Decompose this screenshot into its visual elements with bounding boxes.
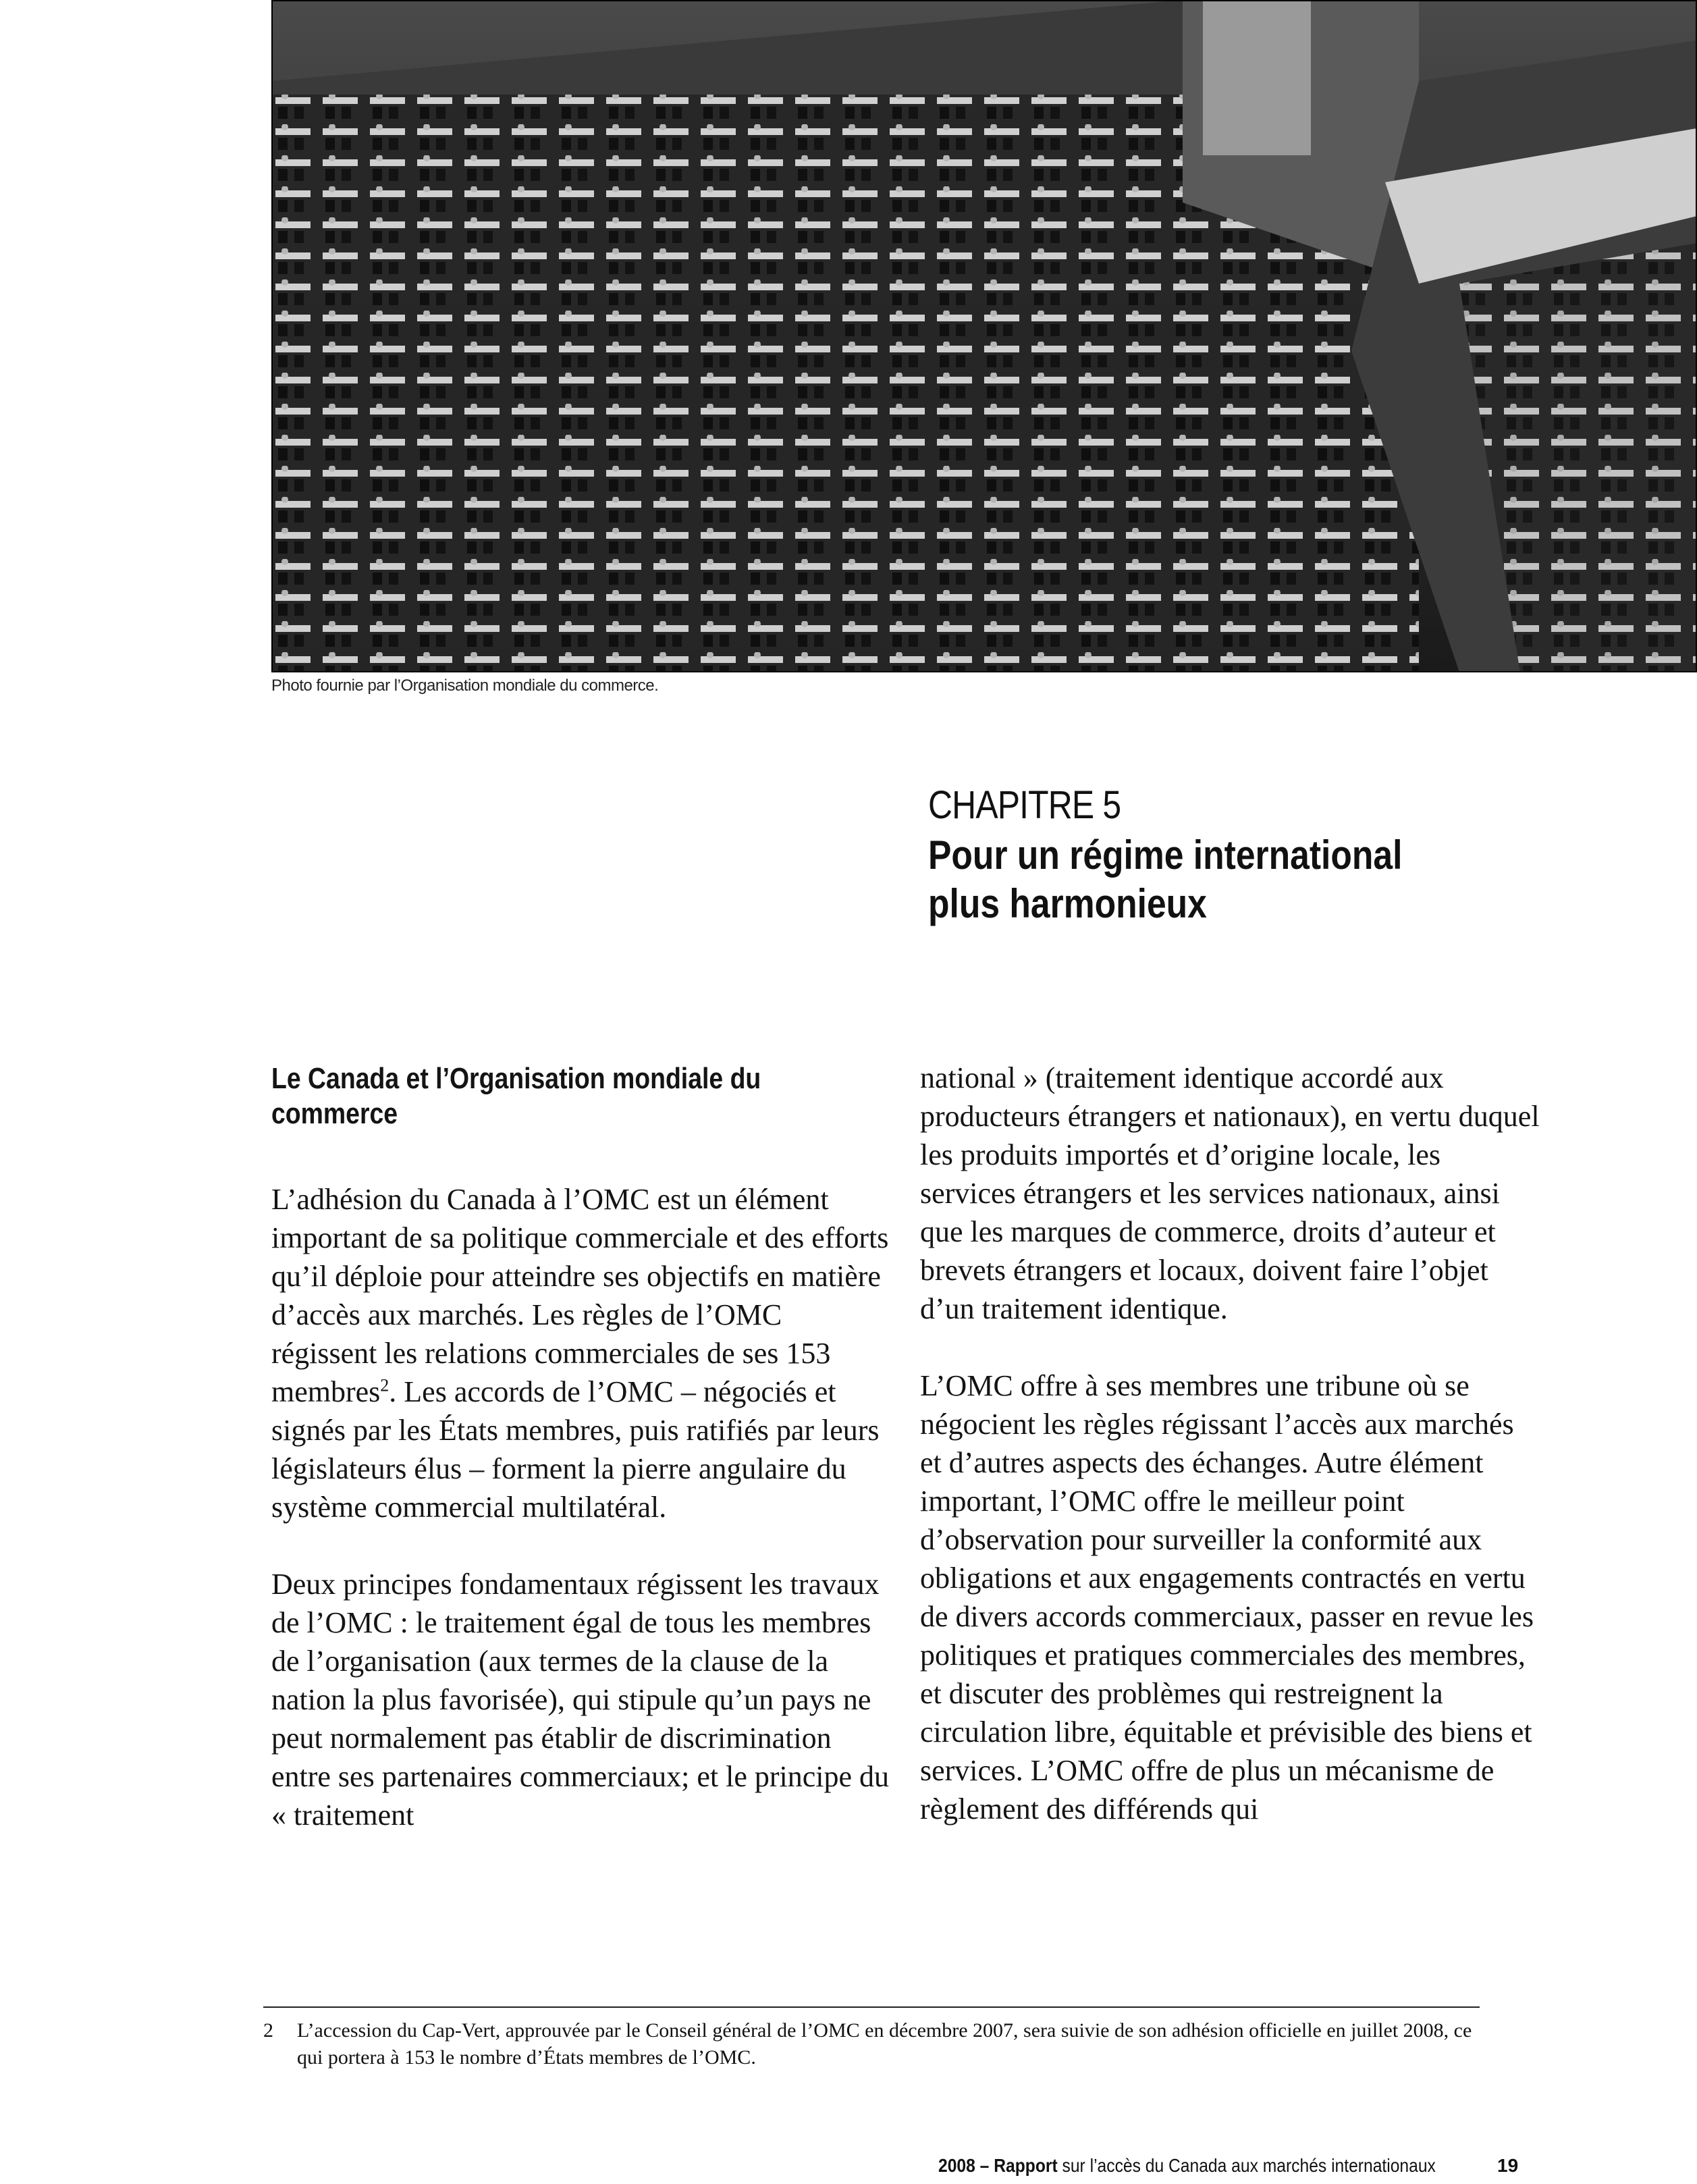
assembly-hall-photo xyxy=(271,0,1697,672)
section-heading xyxy=(271,1061,845,1131)
right-column xyxy=(920,1059,1541,1867)
chapter-header xyxy=(928,783,1603,928)
photo-caption: Photo fournie par l’Organisation mondiale du commerce. xyxy=(271,676,659,695)
paragraph: Deux principes fondamentaux régissent les travaux de l’OMC : le traitement égal de tous les membres de l’organisation (aux termes de la clause de la nation la plus favorisée), qui stipule qu’un pays ne peut normalement pas établir de discrimination entre ses partenaires commerciaux; et le principe du « traitement xyxy=(271,1568,890,1832)
paragraph: national » (traitement identique accordé aux producteurs étrangers et nationaux), en vertu duquel les produits importés et d’origine locale, les services étrangers et les services nationaux, ainsi que les marques de commerce, droits d’auteur et brevets étrangers et locaux, doivent faire l’objet d’un traitement identique. xyxy=(920,1061,1540,1325)
footnote xyxy=(263,2017,1480,2071)
paragraph-text: L’adhésion du Canada à l’OMC est un élément important de sa politique commerciale et des efforts qu’il déploie pour atteindre ses objectifs en matière d’accès aux marchés. Les règles de l’OMC régissent les relations commerciales de ses 153 membres xyxy=(271,1183,889,1408)
assembly-hall-illustration xyxy=(271,0,1697,672)
footnote-text: L’accession du Cap-Vert, approuvée par le Conseil général de l’OMC en décembre 2007, sera suivie de son adhésion officielle en juillet 2008, ce qui portera à 153 le nombre d’États membres de l’OMC. xyxy=(297,2019,1472,2069)
footer-year: 2008 xyxy=(938,2155,975,2176)
page-footer xyxy=(938,2155,1436,2177)
footer-report-title-bold: Rapport xyxy=(994,2155,1058,2176)
footnote-divider xyxy=(263,2006,1480,2008)
chapter-title-line1: Pour un régime international xyxy=(928,832,1403,878)
left-column xyxy=(271,1053,892,1873)
chapter-title xyxy=(928,831,1509,928)
chapter-title-line2: plus harmonieux xyxy=(928,880,1207,926)
section-heading-line2: commerce xyxy=(271,1097,398,1130)
paragraph xyxy=(271,1180,892,1526)
chapter-label: CHAPITRE 5 xyxy=(928,783,1121,827)
section-heading-line1: Le Canada et l’Organisation mondiale du xyxy=(271,1062,761,1095)
paragraph: L’OMC offre à ses membres une tribune où se négocient les règles régissant l’accès aux marchés et d’autres aspects des échanges. Autre élément important, l’OMC offre le meilleur point d’observation pour surveiller la conformité aux obligations et aux engagements contractés en vertu de divers accords commerciaux, passer en revue les politiques et pratiques commerciales des membres, et discuter des problèmes qui restreignent la circulation libre, équitable et prévisible des biens et services. L’OMC offre de plus un mécanisme de règlement des différends qui xyxy=(920,1369,1534,1826)
page-number: 19 xyxy=(1497,2155,1519,2176)
paragraph-text: . Les accords de l’OMC – négociés et signés par les États membres, puis ratifiés par leurs législateurs élus – forment la pierre angulaire du système commercial multilatéral. xyxy=(271,1375,880,1524)
footer-separator: – xyxy=(975,2155,994,2176)
footer-report-title: sur l’accès du Canada aux marchés internationaux xyxy=(1057,2155,1436,2176)
footnote-number: 2 xyxy=(263,2019,273,2042)
footnote-reference[interactable]: 2 xyxy=(380,1375,389,1395)
